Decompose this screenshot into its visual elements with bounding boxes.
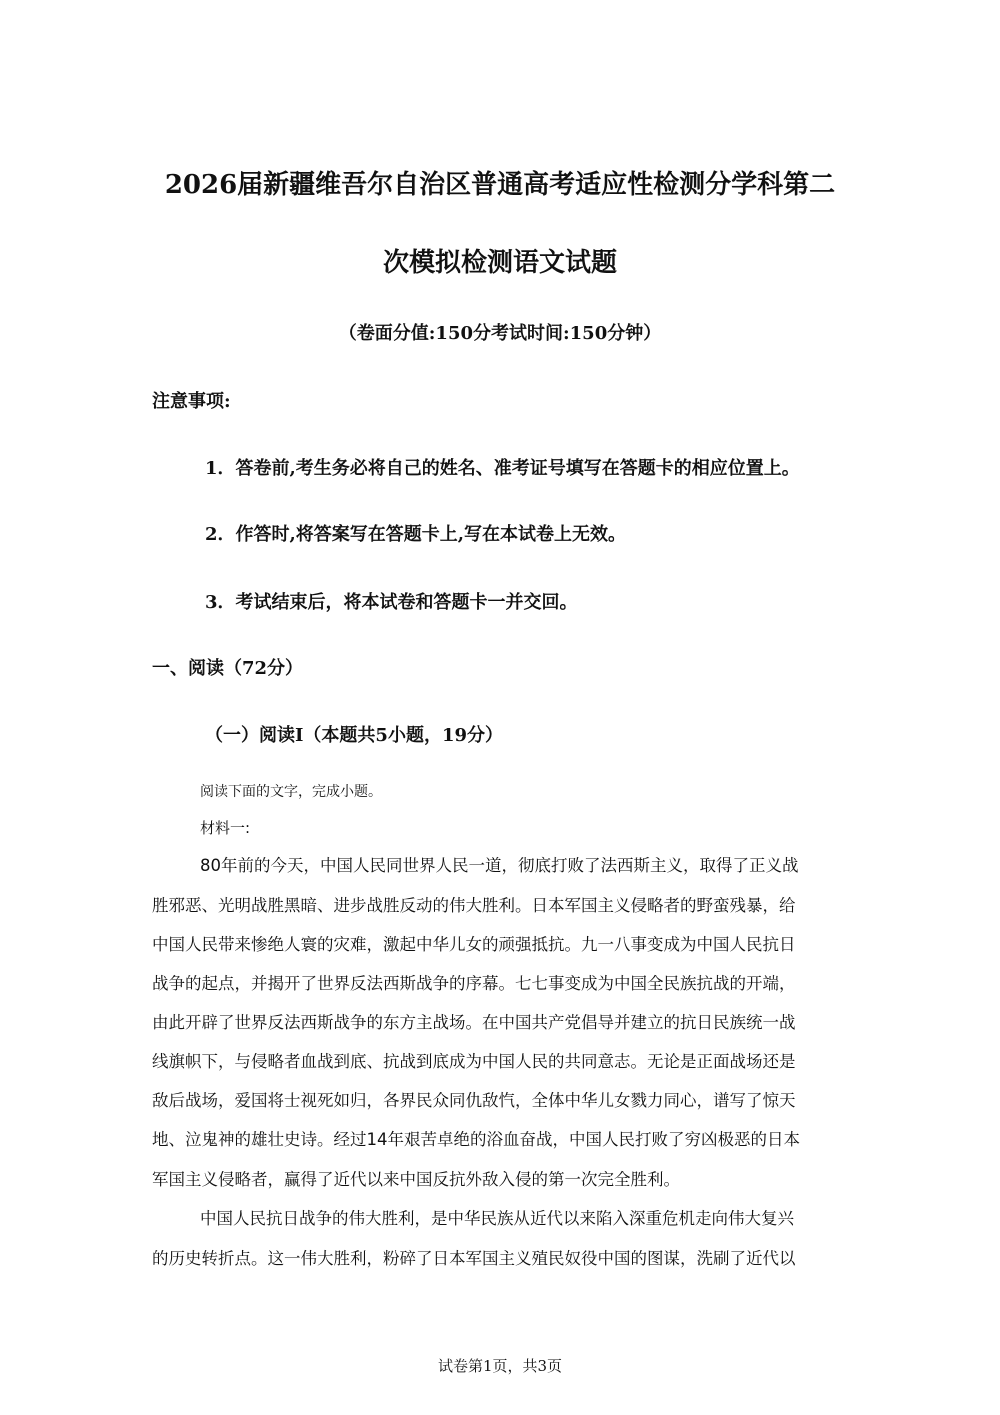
subsection-heading: （一）阅读Ⅰ（本题共5小题，19分） [205,725,503,746]
material-label: 材料一: [200,819,251,837]
passage-line: 战争的起点，并揭开了世界反法西斯战争的序幕。七七事变成为中国全民族抗战的开端， [152,974,796,993]
passage-line: 中国人民抗日战争的伟大胜利，是中华民族从近代以来陷入深重危机走向伟大复兴 [200,1209,794,1228]
notice-heading: 注意事项: [152,391,231,412]
page-number-footer: 试卷第1页，共3页 [437,1357,563,1375]
passage-line: 敌后战场，爱国将士视死如归，各界民众同仇敌忾，全体中华儿女戮力同心，谱写了惊天 [152,1091,796,1110]
notice-item: 1．答卷前,考生务必将自己的姓名、准考证号填写在答题卡的相应位置上。 [205,458,800,479]
passage-line: 胜邪恶、光明战胜黑暗、进步战胜反动的伟大胜利。日本军国主义侵略者的野蛮残暴，给 [152,896,796,915]
passage-line: 地、泣鬼神的雄壮史诗。经过14年艰苦卓绝的浴血奋战，中国人民打败了穷凶极恶的日本 [152,1130,800,1149]
notice-item: 2．作答时,将答案写在答题卡上,写在本试卷上无效。 [205,524,627,545]
exam-score-time-info: （卷面分值:150分考试时间:150分钟） [338,323,662,344]
passage-line: 线旗帜下，与侵略者血战到底、抗战到底成为中国人民的共同意志。无论是正面战场还是 [152,1052,796,1071]
passage-line: 的历史转折点。这一伟大胜利，粉碎了日本军国主义殖民奴役中国的图谋，洗刷了近代以 [152,1249,796,1268]
notice-item: 3．考试结束后，将本试卷和答题卡一并交回。 [205,592,578,613]
exam-title-line-1: 2026届新疆维吾尔自治区普通高考适应性检测分学科第二 [164,170,836,200]
passage-line: 80年前的今天，中国人民同世界人民一道，彻底打败了法西斯主义，取得了正义战 [200,856,799,875]
section-heading: 一、阅读（72分） [152,658,304,679]
passage-line: 军国主义侵略者，赢得了近代以来中国反抗外敌入侵的第一次完全胜利。 [152,1170,680,1189]
passage-line: 由此开辟了世界反法西斯战争的东方主战场。在中国共产党倡导并建立的抗日民族统一战 [152,1013,796,1032]
passage-line: 中国人民带来惨绝人寰的灾难，激起中华儿女的顽强抵抗。九一八事变成为中国人民抗日 [152,935,796,954]
reading-instruction: 阅读下面的文字，完成小题。 [200,784,382,800]
exam-title-line-2: 次模拟检测语文试题 [382,248,617,278]
